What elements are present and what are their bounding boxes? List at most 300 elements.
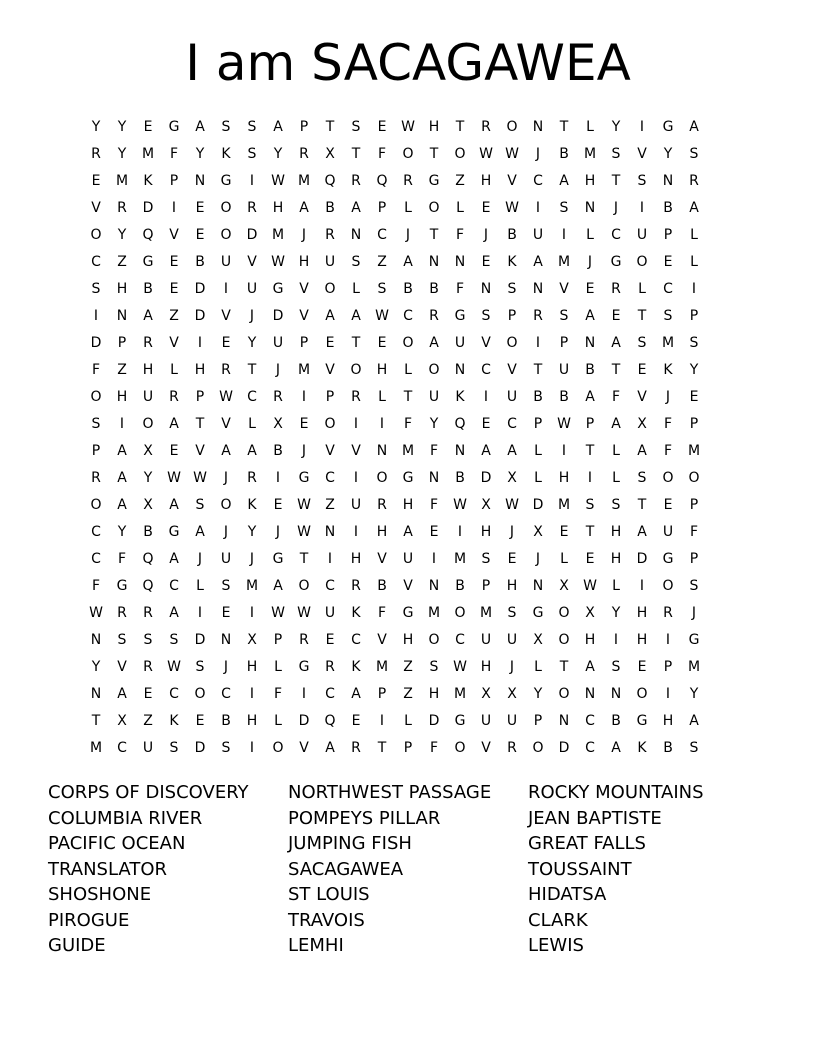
- grid-letter: B: [455, 577, 465, 594]
- grid-letter: S: [247, 118, 257, 135]
- grid-letter: M: [661, 334, 675, 351]
- grid-letter: A: [351, 199, 361, 216]
- grid-letter: S: [689, 334, 699, 351]
- grid-letter: I: [691, 280, 697, 297]
- grid-letter: R: [611, 280, 621, 297]
- grid-letter: O: [272, 739, 284, 756]
- grid-letter: X: [143, 496, 153, 513]
- grid-letter: S: [559, 307, 569, 324]
- grid-letter: F: [663, 415, 673, 432]
- grid-letter: X: [481, 685, 491, 702]
- grid-letter: P: [689, 550, 699, 567]
- grid-letter: U: [506, 631, 518, 648]
- grid-letter: A: [351, 307, 361, 324]
- grid-letter: Z: [325, 496, 335, 513]
- grid-letter: I: [639, 577, 645, 594]
- grid-letter: E: [91, 172, 101, 189]
- grid-letter: R: [351, 388, 361, 405]
- grid-letter: F: [117, 550, 127, 567]
- grid-letter: O: [506, 334, 518, 351]
- grid-letter: W: [583, 577, 597, 594]
- grid-letter: S: [169, 631, 179, 648]
- grid-letter: E: [195, 226, 205, 243]
- grid-letter: I: [613, 631, 619, 648]
- grid-letter: E: [169, 253, 179, 270]
- grid-letter: H: [636, 604, 648, 621]
- grid-letter: R: [247, 469, 257, 486]
- grid-letter: A: [481, 442, 491, 459]
- grid-letter: U: [454, 334, 466, 351]
- grid-letter: R: [351, 577, 361, 594]
- grid-letter: N: [350, 226, 362, 243]
- grid-letter: B: [611, 712, 621, 729]
- grid-letter: X: [533, 631, 543, 648]
- grid-letter: W: [505, 145, 519, 162]
- grid-letter: P: [663, 226, 673, 243]
- grid-letter: X: [559, 577, 569, 594]
- grid-letter: Z: [117, 361, 127, 378]
- grid-letter: X: [533, 523, 543, 540]
- grid-letter: L: [352, 280, 360, 297]
- grid-letter: Y: [611, 118, 621, 135]
- grid-letter: A: [325, 307, 335, 324]
- grid-row: [83, 383, 733, 410]
- grid-letter: F: [689, 523, 699, 540]
- grid-letter: R: [169, 388, 179, 405]
- grid-letter: V: [377, 550, 387, 567]
- grid-letter: E: [481, 415, 491, 432]
- grid-letter: B: [507, 226, 517, 243]
- grid-letter: J: [249, 550, 255, 567]
- word-list-item: LEWIS: [528, 935, 584, 956]
- grid-letter: G: [142, 253, 154, 270]
- grid-letter: N: [376, 442, 388, 459]
- grid-letter: Y: [117, 145, 127, 162]
- grid-row: [83, 599, 733, 626]
- grid-letter: P: [325, 388, 335, 405]
- grid-letter: N: [428, 577, 440, 594]
- grid-letter: N: [324, 523, 336, 540]
- grid-letter: J: [275, 523, 281, 540]
- grid-letter: R: [533, 307, 543, 324]
- grid-row: [83, 464, 733, 491]
- grid-letter: A: [507, 442, 517, 459]
- grid-letter: G: [636, 712, 648, 729]
- puzzle-title: I am SACAGAWEA: [185, 34, 631, 92]
- grid-letter: I: [353, 469, 359, 486]
- grid-letter: A: [247, 442, 257, 459]
- grid-letter: N: [662, 172, 674, 189]
- grid-letter: B: [273, 442, 283, 459]
- grid-letter: E: [637, 361, 647, 378]
- grid-letter: M: [583, 145, 597, 162]
- grid-letter: T: [195, 415, 205, 432]
- grid-letter: L: [586, 118, 594, 135]
- grid-letter: N: [532, 118, 544, 135]
- grid-letter: U: [220, 550, 232, 567]
- grid-letter: D: [480, 469, 492, 486]
- grid-letter: A: [117, 496, 127, 513]
- word-list-item: PACIFIC OCEAN: [48, 833, 186, 854]
- grid-letter: O: [402, 145, 414, 162]
- grid-letter: S: [559, 199, 569, 216]
- grid-letter: L: [534, 469, 542, 486]
- grid-letter: V: [169, 226, 179, 243]
- grid-letter: E: [481, 253, 491, 270]
- grid-letter: T: [429, 145, 439, 162]
- grid-letter: R: [91, 469, 101, 486]
- grid-letter: O: [662, 469, 674, 486]
- grid-letter: D: [298, 712, 310, 729]
- grid-letter: W: [297, 604, 311, 621]
- grid-letter: O: [558, 631, 570, 648]
- grid-letter: X: [585, 604, 595, 621]
- grid-letter: A: [403, 253, 413, 270]
- grid-letter: H: [402, 631, 414, 648]
- grid-letter: L: [170, 361, 178, 378]
- grid-letter: H: [610, 550, 622, 567]
- grid-letter: S: [689, 145, 699, 162]
- grid-letter: C: [247, 388, 257, 405]
- grid-letter: W: [505, 199, 519, 216]
- grid-letter: S: [221, 577, 231, 594]
- word-list-item: GUIDE: [48, 935, 106, 956]
- grid-letter: O: [636, 253, 648, 270]
- grid-letter: E: [663, 253, 673, 270]
- grid-letter: V: [299, 307, 309, 324]
- grid-letter: N: [558, 712, 570, 729]
- grid-letter: J: [509, 658, 515, 675]
- grid-letter: O: [428, 199, 440, 216]
- grid-letter: W: [557, 415, 571, 432]
- grid-letter: O: [506, 118, 518, 135]
- grid-letter: Y: [195, 145, 205, 162]
- grid-letter: P: [689, 307, 699, 324]
- grid-letter: U: [220, 253, 232, 270]
- word-list-item: SACAGAWEA: [288, 858, 404, 880]
- grid-letter: Z: [117, 253, 127, 270]
- word-list-item: NORTHWEST PASSAGE: [288, 782, 492, 803]
- grid-letter: M: [453, 685, 467, 702]
- grid-letter: Z: [169, 307, 179, 324]
- grid-letter: G: [272, 280, 284, 297]
- grid-letter: C: [169, 685, 179, 702]
- grid-letter: H: [662, 712, 674, 729]
- grid-letter: X: [143, 442, 153, 459]
- grid-letter: V: [507, 361, 517, 378]
- grid-letter: A: [611, 334, 621, 351]
- grid-letter: G: [402, 604, 414, 621]
- grid-letter: K: [663, 361, 673, 378]
- grid-letter: L: [248, 415, 256, 432]
- grid-letter: M: [427, 604, 441, 621]
- grid-letter: S: [637, 172, 647, 189]
- grid-row: [83, 734, 733, 761]
- grid-letter: F: [455, 280, 465, 297]
- grid-letter: S: [611, 145, 621, 162]
- grid-letter: C: [663, 280, 673, 297]
- grid-letter: A: [117, 442, 127, 459]
- grid-letter: V: [247, 253, 257, 270]
- grid-letter: U: [506, 712, 518, 729]
- grid-letter: M: [479, 604, 493, 621]
- word-list-item: PIROGUE: [48, 909, 130, 931]
- grid-letter: U: [350, 496, 362, 513]
- grid-letter: T: [585, 523, 595, 540]
- grid-letter: O: [558, 604, 570, 621]
- grid-row: [83, 653, 733, 680]
- grid-letter: F: [169, 145, 179, 162]
- grid-letter: R: [403, 172, 413, 189]
- grid-letter: L: [638, 280, 646, 297]
- grid-letter: H: [636, 631, 648, 648]
- grid-letter: C: [507, 415, 517, 432]
- grid-letter: S: [91, 415, 101, 432]
- grid-letter: T: [455, 118, 465, 135]
- grid-letter: S: [169, 739, 179, 756]
- grid-letter: P: [533, 415, 543, 432]
- grid-letter: S: [585, 496, 595, 513]
- grid-letter: A: [351, 685, 361, 702]
- grid-letter: I: [665, 685, 671, 702]
- grid-letter: P: [481, 577, 491, 594]
- grid-letter: N: [480, 280, 492, 297]
- grid-letter: E: [273, 496, 283, 513]
- grid-letter: R: [325, 226, 335, 243]
- grid-letter: E: [559, 523, 569, 540]
- grid-letter: X: [637, 415, 647, 432]
- grid-letter: X: [481, 496, 491, 513]
- grid-letter: F: [377, 604, 387, 621]
- word-list-item: ROCKY MOUNTAINS: [528, 782, 704, 803]
- grid-letter: H: [402, 496, 414, 513]
- grid-letter: N: [532, 280, 544, 297]
- grid-letter: H: [116, 388, 128, 405]
- grid-letter: A: [611, 739, 621, 756]
- grid-letter: U: [532, 226, 544, 243]
- grid-letter: E: [507, 550, 517, 567]
- grid-letter: R: [351, 172, 361, 189]
- grid-letter: I: [665, 631, 671, 648]
- word-list-item: SHOSHONE: [48, 884, 152, 905]
- grid-letter: F: [91, 577, 101, 594]
- grid-letter: I: [431, 550, 437, 567]
- grid-letter: V: [221, 307, 231, 324]
- grid-letter: W: [453, 658, 467, 675]
- grid-letter: D: [194, 739, 206, 756]
- grid-letter: L: [456, 199, 464, 216]
- grid-letter: A: [403, 523, 413, 540]
- grid-letter: V: [637, 145, 647, 162]
- grid-letter: R: [325, 658, 335, 675]
- grid-letter: V: [481, 739, 491, 756]
- grid-letter: G: [298, 658, 310, 675]
- grid-letter: E: [143, 685, 153, 702]
- grid-letter: O: [402, 334, 414, 351]
- grid-letter: O: [428, 631, 440, 648]
- grid-letter: S: [377, 280, 387, 297]
- grid-letter: K: [507, 253, 517, 270]
- grid-letter: W: [479, 145, 493, 162]
- grid-letter: E: [195, 199, 205, 216]
- grid-letter: C: [533, 172, 543, 189]
- grid-letter: E: [195, 712, 205, 729]
- grid-letter: P: [663, 658, 673, 675]
- grid-letter: H: [428, 118, 440, 135]
- grid-letter: E: [299, 415, 309, 432]
- grid-letter: I: [249, 739, 255, 756]
- grid-letter: F: [429, 496, 439, 513]
- grid-letter: C: [325, 469, 335, 486]
- grid-letter: G: [168, 523, 180, 540]
- grid-letter: I: [457, 523, 463, 540]
- letter-grid: [83, 113, 733, 761]
- grid-letter: D: [272, 307, 284, 324]
- grid-letter: R: [143, 658, 153, 675]
- grid-letter: O: [142, 415, 154, 432]
- grid-letter: D: [194, 280, 206, 297]
- grid-letter: Q: [142, 550, 154, 567]
- grid-letter: K: [455, 388, 465, 405]
- grid-letter: L: [378, 388, 386, 405]
- grid-letter: C: [91, 550, 101, 567]
- grid-letter: L: [690, 253, 698, 270]
- grid-letter: H: [298, 253, 310, 270]
- grid-letter: D: [558, 739, 570, 756]
- grid-letter: W: [167, 469, 181, 486]
- grid-letter: D: [246, 226, 258, 243]
- grid-letter: F: [611, 388, 621, 405]
- grid-letter: U: [558, 361, 570, 378]
- grid-letter: R: [507, 739, 517, 756]
- grid-row: [83, 140, 733, 167]
- grid-letter: K: [169, 712, 179, 729]
- grid-letter: G: [220, 172, 232, 189]
- grid-letter: R: [429, 307, 439, 324]
- grid-letter: M: [453, 550, 467, 567]
- grid-letter: M: [687, 442, 701, 459]
- grid-letter: U: [246, 280, 258, 297]
- grid-letter: V: [403, 577, 413, 594]
- grid-letter: B: [559, 388, 569, 405]
- grid-letter: A: [325, 739, 335, 756]
- grid-letter: L: [274, 712, 282, 729]
- grid-letter: E: [143, 118, 153, 135]
- grid-letter: H: [584, 631, 596, 648]
- grid-row: [83, 626, 733, 653]
- grid-letter: V: [351, 442, 361, 459]
- grid-letter: Z: [455, 172, 465, 189]
- grid-letter: N: [584, 685, 596, 702]
- grid-letter: T: [585, 442, 595, 459]
- grid-letter: X: [507, 685, 517, 702]
- word-list-item: HIDATSA: [528, 884, 607, 905]
- grid-letter: D: [194, 631, 206, 648]
- grid-letter: B: [533, 388, 543, 405]
- grid-letter: D: [532, 496, 544, 513]
- grid-letter: D: [636, 550, 648, 567]
- grid-letter: P: [507, 307, 517, 324]
- grid-row: [83, 356, 733, 383]
- grid-letter: O: [220, 199, 232, 216]
- grid-letter: A: [273, 118, 283, 135]
- grid-letter: O: [454, 604, 466, 621]
- word-list-item: COLUMBIA RIVER: [48, 807, 203, 829]
- grid-letter: C: [325, 685, 335, 702]
- grid-letter: L: [196, 577, 204, 594]
- grid-letter: A: [299, 199, 309, 216]
- grid-letter: M: [687, 658, 701, 675]
- grid-letter: I: [587, 469, 593, 486]
- word-list-item: CLARK: [528, 909, 588, 931]
- grid-letter: I: [639, 118, 645, 135]
- grid-letter: L: [534, 442, 542, 459]
- grid-letter: J: [665, 388, 671, 405]
- grid-letter: Y: [91, 118, 101, 135]
- grid-letter: G: [116, 577, 128, 594]
- grid-letter: T: [559, 658, 569, 675]
- grid-letter: H: [246, 658, 258, 675]
- grid-letter: M: [557, 496, 571, 513]
- grid-row: [83, 572, 733, 599]
- grid-letter: C: [611, 226, 621, 243]
- grid-letter: H: [558, 469, 570, 486]
- grid-letter: T: [299, 550, 309, 567]
- grid-letter: B: [559, 145, 569, 162]
- grid-letter: G: [662, 118, 674, 135]
- grid-letter: S: [689, 739, 699, 756]
- grid-letter: Z: [377, 253, 387, 270]
- grid-letter: V: [559, 280, 569, 297]
- grid-letter: I: [249, 604, 255, 621]
- grid-letter: Z: [143, 712, 153, 729]
- grid-letter: J: [587, 253, 593, 270]
- grid-letter: V: [325, 442, 335, 459]
- grid-letter: S: [195, 658, 205, 675]
- grid-letter: O: [220, 226, 232, 243]
- grid-letter: T: [637, 496, 647, 513]
- grid-letter: Y: [611, 604, 621, 621]
- grid-letter: N: [90, 685, 102, 702]
- grid-letter: U: [402, 550, 414, 567]
- grid-letter: L: [274, 658, 282, 675]
- grid-letter: O: [532, 739, 544, 756]
- grid-letter: E: [325, 334, 335, 351]
- grid-letter: T: [403, 388, 413, 405]
- grid-letter: S: [611, 658, 621, 675]
- grid-letter: M: [297, 172, 311, 189]
- grid-letter: J: [613, 199, 619, 216]
- grid-letter: G: [688, 631, 700, 648]
- grid-letter: N: [610, 685, 622, 702]
- grid-letter: X: [117, 712, 127, 729]
- grid-letter: F: [455, 226, 465, 243]
- grid-letter: W: [271, 604, 285, 621]
- grid-letter: A: [221, 442, 231, 459]
- grid-letter: U: [662, 523, 674, 540]
- grid-letter: F: [377, 145, 387, 162]
- word-column: [288, 780, 528, 959]
- grid-letter: S: [637, 334, 647, 351]
- grid-letter: W: [505, 496, 519, 513]
- grid-letter: G: [402, 469, 414, 486]
- grid-letter: C: [585, 739, 595, 756]
- grid-letter: K: [143, 172, 153, 189]
- grid-letter: L: [404, 199, 412, 216]
- grid-letter: U: [480, 712, 492, 729]
- grid-letter: U: [324, 253, 336, 270]
- grid-letter: O: [662, 577, 674, 594]
